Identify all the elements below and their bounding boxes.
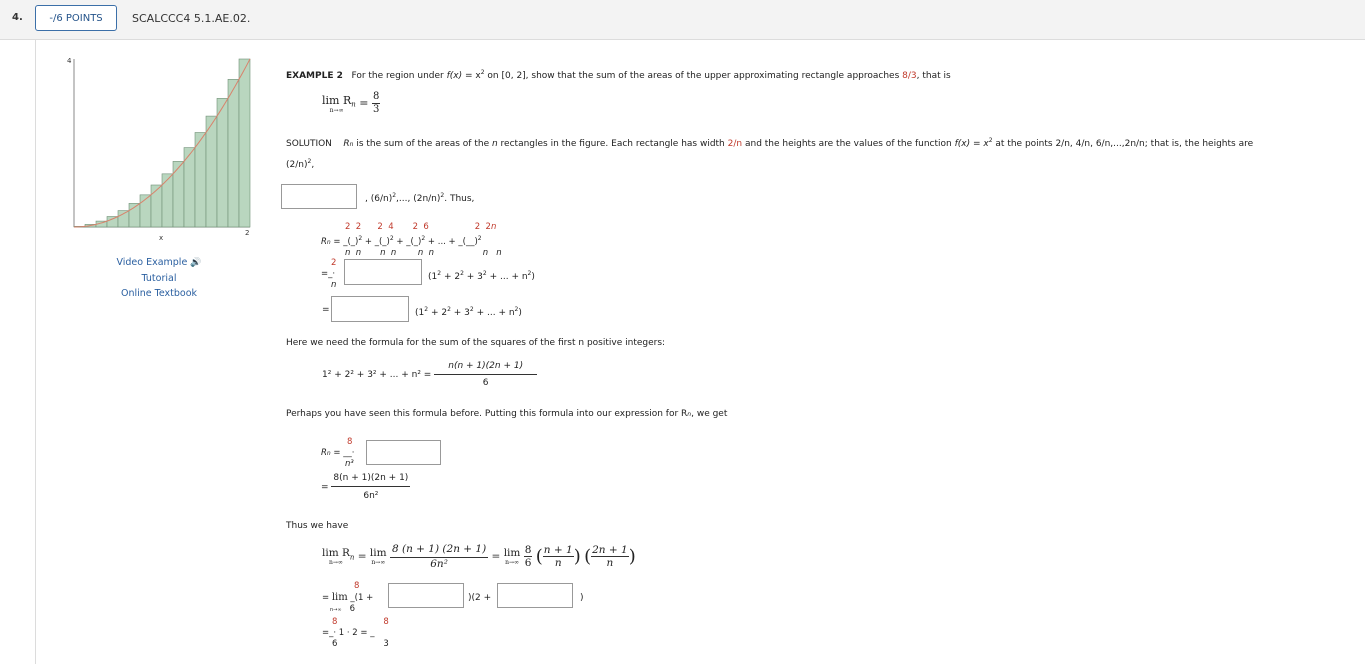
rectangle-13 — [206, 116, 217, 227]
points-button[interactable]: -/6 POINTS — [35, 5, 117, 31]
solution-label: SOLUTION — [286, 139, 332, 149]
heights-continued: , $(6/n)^2$,..., $(2n/n)^2$. Thus, — [365, 192, 475, 204]
target-value: 8/3 — [902, 71, 917, 81]
perhaps-text: Perhaps you have seen this formula before. Putting this formula into our expression for Rn, we get — [286, 409, 728, 419]
lim-with-inputs: 8 = lim _(1 + n→∞ 6 — [322, 581, 374, 614]
resource-links — [100, 255, 218, 301]
rectangle-4 — [107, 217, 118, 228]
video-example-link[interactable]: Video Example 🔊 — [116, 257, 202, 268]
final-limit: lim R n→∞ n = lim n→∞ $\frac{8 (n + 1) (2n + 1)}{\text{6n²}}$ = lim n→∞ $\frac{8}{6}$ ( $\frac{n + 1}{n}$ ) ( $\frac{2n + 1}{n}$ ) — [322, 543, 636, 570]
online-textbook-link[interactable]: Online Textbook — [120, 288, 198, 299]
limit-statement: lim R n→∞ n = $\frac{8}{3}$ — [322, 91, 380, 115]
sum-formula: 1² + 2² + 3² + ... + n² = $\frac{n(n + 1)(2n + 1)}{6}$ — [322, 362, 537, 388]
rn-line2: 2 =_· n — [321, 258, 337, 290]
rn-simplified: = $\frac{8(n + 1)(2n + 1)}{\text{6n²}}$ — [321, 473, 409, 501]
rectangle-5 — [118, 211, 129, 227]
rectangle-12 — [195, 133, 206, 228]
solution-text: SOLUTION Rn is the sum of the areas of the n rectangles in the figure. Each rectangle has width 2/n and the heights are the values of the function $f(x) = x^2$ at the points 2/n, 4/n, 6/n,...,2n/n; that is, the heights are — [286, 137, 1254, 149]
rn-expansion: 2 2 2 4 2 6 2 2n Rn = _(_)$^2$ + _(_)$^2$ + _(_)$^2$ + ... + _(__)$^2$ n n n n n n n n — [321, 222, 502, 258]
rectangle-8 — [151, 185, 162, 227]
first-height: $(2/n)^2$, — [286, 158, 315, 170]
limit-input-1[interactable] — [388, 583, 464, 608]
tutorial-link[interactable]: Tutorial — [141, 273, 177, 284]
y-max-label: 4 — [67, 57, 72, 65]
x-max-label: 2 — [245, 229, 250, 237]
coefficient-input-1[interactable] — [344, 259, 422, 285]
rectangle-10 — [173, 161, 184, 227]
approximating-rectangles — [74, 59, 250, 227]
riemann-graph — [65, 55, 255, 245]
example-label: EXAMPLE 2 — [286, 71, 343, 81]
rectangle-15 — [228, 79, 239, 227]
thus-have: Thus we have — [286, 521, 349, 531]
limit-input-2[interactable] — [497, 583, 573, 608]
example-statement: EXAMPLE 2 For the region under $f(x) = x^2$ on [0, 2], show that the sum of the areas of the upper approximating rectangle approaches 8/3, that is — [286, 69, 951, 81]
rectangle-9 — [162, 174, 173, 227]
rectangle-14 — [217, 98, 228, 227]
formula-intro: Here we need the formula for the sum of the squares of the first n positive integers: — [286, 338, 666, 348]
coefficient-input-2[interactable] — [331, 296, 409, 322]
speaker-icon: 🔊 — [190, 258, 202, 268]
sum-squares-1: ($1^2 + 2^2 + 3^2$ + ... + $n^2$) — [428, 270, 535, 282]
question-id: SCALCCC4 5.1.AE.02. — [132, 12, 251, 25]
question-number: 4. — [12, 12, 23, 23]
question-header — [0, 0, 1365, 40]
rn-substituted: 8 Rn = __· n³ — [321, 437, 355, 469]
sum-squares-2: ($1^2 + 2^2 + 3^2$ + ... + $n^2$) — [415, 306, 522, 318]
height-input[interactable] — [281, 184, 357, 209]
x-axis-label: x — [159, 234, 164, 242]
rectangle-16 — [239, 59, 250, 227]
final-result: 8 8 =_· 1 · 2 = _ 6 3 — [322, 617, 389, 649]
left-divider — [35, 40, 36, 664]
substitution-input[interactable] — [366, 440, 441, 465]
